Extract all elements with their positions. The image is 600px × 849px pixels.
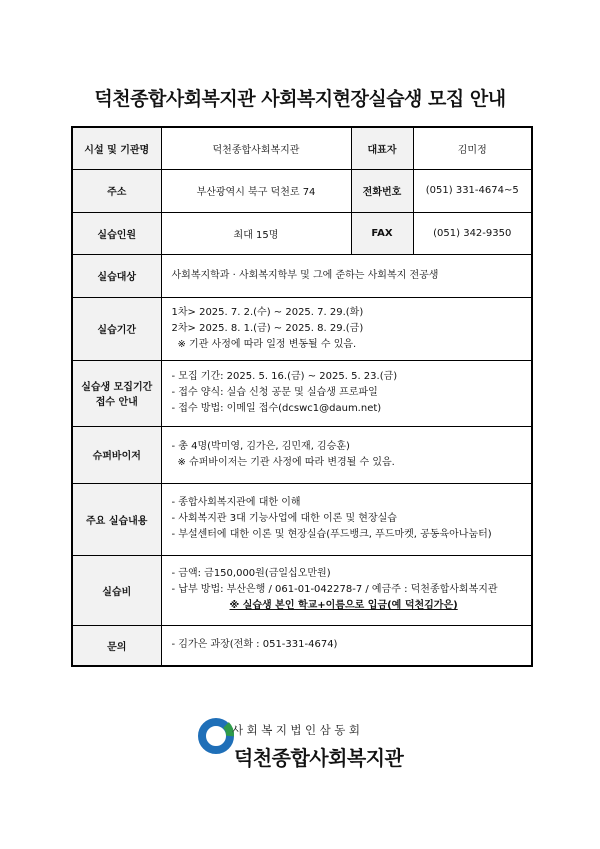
capacity-value: 최대 15명 [161, 212, 351, 254]
logo-subtitle: 사회복지법인삼동회 [232, 723, 364, 737]
recruit-value [161, 360, 532, 426]
table-row-contact [72, 625, 532, 666]
target-label: 실습대상 [72, 254, 161, 297]
content-line-1: - 종합사회복지관에 대한 이해 [171, 497, 301, 508]
period-label: 실습기간 [72, 297, 161, 360]
logo-ring-icon [196, 716, 236, 756]
address-label: 주소 [72, 169, 161, 212]
phone-label: 전화번호 [351, 169, 413, 212]
fee-value [161, 555, 532, 625]
period-note: ※ 기관 사정에 따라 일정 변동될 수 있음. [177, 338, 357, 350]
recruit-line-2: - 접수 양식: 실습 신청 공문 및 실습생 프로파일 [171, 387, 378, 398]
supervisor-note: ※ 슈퍼바이저는 기관 사정에 따라 변경될 수 있음. [177, 456, 395, 468]
table-row-recruit [72, 360, 532, 426]
period-value [161, 297, 532, 360]
logo-title: 덕천종합사회복지관 [234, 746, 404, 770]
supervisor-label: 슈퍼바이저 [72, 426, 161, 483]
capacity-label: 실습인원 [72, 212, 161, 254]
contact-value [161, 625, 532, 666]
table-row-period [72, 297, 532, 360]
contact-label: 문의 [72, 625, 161, 666]
contact-text: - 김가은 과장(전화 : 051-331-4674) [171, 639, 338, 651]
table-row-address [72, 169, 532, 212]
info-table [71, 126, 533, 667]
supervisor-value [161, 426, 532, 483]
period-line-2: 2차> 2025. 8. 1.(금) ~ 2025. 8. 29.(금) [171, 322, 364, 334]
fax-value: (051) 342-9350 [413, 212, 532, 254]
representative-value: 김미정 [413, 127, 532, 169]
recruit-line-1: - 모집 기간: 2025. 5. 16.(금) ~ 2025. 5. 23.(금) [171, 371, 398, 382]
address-value: 부산광역시 북구 덕천로 74 [161, 169, 351, 212]
table-row-supervisor [72, 426, 532, 483]
table-row-facility [72, 127, 532, 169]
supervisor-line-1: - 총 4명(박미영, 김가은, 김민재, 김승훈) [171, 440, 350, 452]
content-line-3: - 부설센터에 대한 이론 및 현장실습(푸드뱅크, 푸드마켓, 공동육아나눔터) [171, 529, 492, 540]
table-row-fee [72, 555, 532, 625]
recruit-line-3: - 접수 방법: 이메일 접수(dcswc1@daum.net) [171, 403, 382, 414]
facility-label: 시설 및 기관명 [72, 127, 161, 169]
fee-notice: ※ 실습생 본인 학교+이름으로 입금(예 덕천김가은) [229, 600, 458, 611]
content-value [161, 483, 532, 555]
fee-label: 실습비 [72, 555, 161, 625]
content-line-2: - 사회복지관 3대 기능사업에 대한 이론 및 현장실습 [171, 513, 397, 524]
table-row-capacity [72, 212, 532, 254]
period-line-1: 1차> 2025. 7. 2.(수) ~ 2025. 7. 29.(화) [171, 306, 364, 318]
organization-logo [196, 716, 416, 774]
content-label: 주요 실습내용 [72, 483, 161, 555]
recruit-label-1: 실습생 모집기간 [81, 382, 153, 393]
recruit-label [72, 360, 161, 426]
target-text: 사회복지학과 · 사회복지학부 및 그에 준하는 사회복지 전공생 [171, 269, 439, 281]
fee-line-1: - 금액: 금150,000원(금일십오만원) [171, 568, 331, 579]
recruit-label-2: 접수 안내 [95, 397, 138, 408]
phone-value: (051) 331-4674~5 [413, 169, 532, 212]
fee-line-2: - 납부 방법: 부산은행 / 061-01-042278-7 / 예금주 : 덕천종합사회복지관 [171, 584, 498, 595]
fax-label: FAX [351, 212, 413, 254]
table-row-target [72, 254, 532, 297]
page-title: 덕천종합사회복지관 사회복지현장실습생 모집 안내 [94, 88, 506, 110]
table-row-content [72, 483, 532, 555]
representative-label: 대표자 [351, 127, 413, 169]
target-value [161, 254, 532, 297]
facility-value: 덕천종합사회복지관 [161, 127, 351, 169]
